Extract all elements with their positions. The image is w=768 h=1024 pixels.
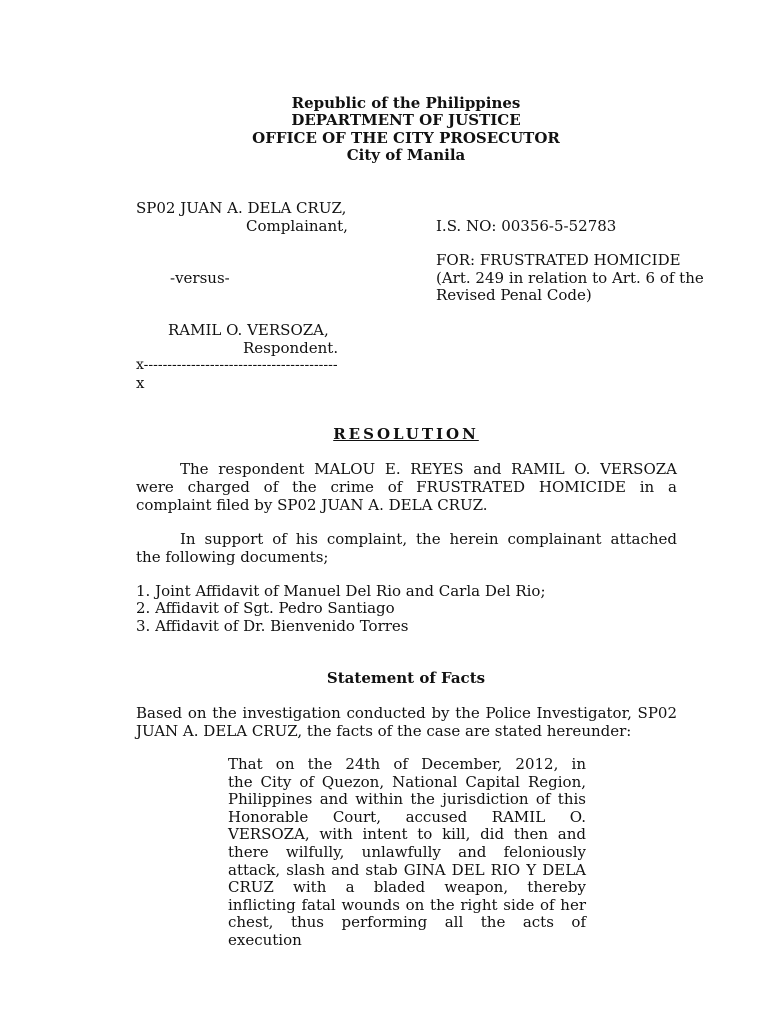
charge-line-3: Revised Penal Code) — [436, 286, 592, 304]
para1-line-3: complaint filed by SP02 JUAN A. DELA CRUZ. — [136, 496, 488, 514]
header-city: City of Manila — [346, 146, 466, 164]
quote-line-1: That on the 24th of December, 2012, in — [228, 755, 586, 773]
quote-line-10: chest, thus performing all the acts of execution — [228, 913, 586, 949]
document-item-2: 2. Affidavit of Sgt. Pedro Santiago — [136, 599, 395, 617]
quote-line-3: Philippines and within the jurisdiction of this — [228, 790, 586, 809]
para2-line-2: the following documents; — [136, 548, 329, 566]
para2-line-1: In support of his complaint, the herein complainant attached — [180, 530, 677, 548]
header-republic: Republic of the Philippines — [291, 94, 521, 112]
quote-line-8: CRUZ with a bladed weapon, thereby — [228, 878, 586, 897]
facts-intro-line-1: Based on the investigation conducted by the Police Investigator, SP02 — [136, 704, 677, 722]
quote-line-4: Honorable Court, accused RAMIL O. — [228, 807, 586, 826]
quote-line-9: inflicting fatal wounds on the right side of her — [228, 895, 586, 914]
facts-quote — [228, 755, 586, 949]
resolution-paragraph-1 — [136, 460, 677, 514]
caption-separator-end: x — [136, 374, 145, 392]
header-department: DEPARTMENT OF JUSTICE — [291, 111, 521, 129]
header-office: OFFICE OF THE CITY PROSECUTOR — [252, 129, 560, 147]
quote-line-6: there wilfully, unlawfully and feloniously — [228, 842, 586, 861]
case-number: I.S. NO: 00356-5-52783 — [436, 217, 617, 235]
versus-label: -versus- — [170, 269, 230, 287]
complainant-role: Complainant, — [246, 217, 348, 235]
facts-intro — [136, 704, 677, 740]
document-item-3: 3. Affidavit of Dr. Bienvenido Torres — [136, 617, 409, 635]
charge-line-1: FOR: FRUSTRATED HOMICIDE — [436, 251, 681, 269]
facts-heading: Statement of Facts — [326, 669, 486, 687]
resolution-title: RESOLUTION — [333, 425, 479, 443]
document-item-1: 1. Joint Affidavit of Manuel Del Rio and Carla Del Rio; — [136, 582, 546, 600]
respondent-role: Respondent. — [243, 339, 339, 357]
para1-line-1: The respondent MALOU E. REYES and RAMIL O. VERSOZA — [180, 460, 677, 478]
resolution-paragraph-2 — [136, 530, 677, 566]
quote-line-7: attack, slash and stab GINA DEL RIO Y DELA — [228, 860, 586, 879]
facts-intro-line-2: JUAN A. DELA CRUZ, the facts of the case are stated hereunder: — [136, 722, 632, 740]
respondent-name: RAMIL O. VERSOZA, — [168, 321, 329, 339]
charge-line-2: (Art. 249 in relation to Art. 6 of the — [436, 269, 704, 287]
complainant-name: SP02 JUAN A. DELA CRUZ, — [136, 199, 347, 217]
para1-line-2: were charged of the crime of FRUSTRATED HOMICIDE in a — [136, 478, 677, 496]
quote-line-2: the City of Quezon, National Capital Region, — [228, 772, 586, 791]
quote-line-5: VERSOZA, with intent to kill, did then and — [228, 825, 586, 844]
caption-separator: x----------------------------------------- — [136, 357, 338, 373]
